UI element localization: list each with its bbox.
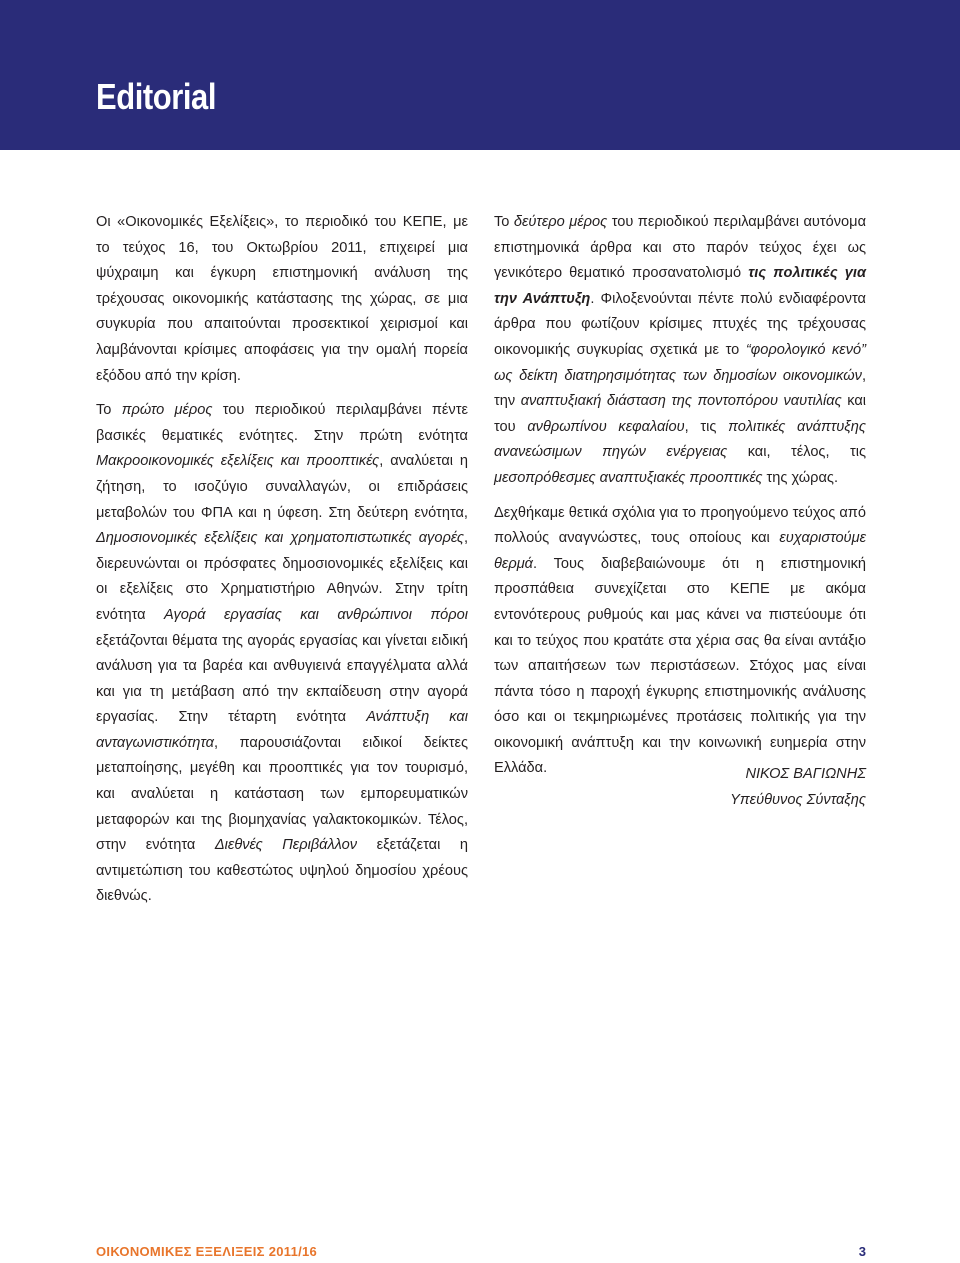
right-paragraph-2: Δεχθήκαμε θετικά σχόλια για το προηγούμενο τεύχος από πολλούς αναγνώστες, τους οποίους και ευχαριστούμε θερμά. Τους διαβεβαιώνουμε ότι η επιστημονική προσπάθεια συνεχίζεται στο ΚΕΠΕ με ακόμα εντονότερους ρυθμούς και μας κάνει να πιστεύουμε ότι και το τεύχος που κρατάτε στα χέρια σας θα είναι αντάξιο των απαιτήσεων των περιστάσεων. Στόχος μας είναι πάντα τόσο η παροχή έγκυρης επιστημονικής ανάλυσης όσο και οι τεκμηριωμένες προτάσεις πολιτικής για την οικονομική ανάπτυξη και την κοινωνική ευημερία στην Ελλάδα. xyxy=(494,504,866,777)
right-column xyxy=(494,210,866,791)
emphasis-run: ως δείκτη διατηρησιμότητας των δημοσίων οικονομικών xyxy=(494,367,862,384)
emphasis-run: Δημοσιονομικές εξελίξεις και χρηματοπιστωτικές αγορές xyxy=(96,530,464,547)
emphasis-run: πρώτο μέρος xyxy=(121,402,213,419)
right-paragraph-1: Το δεύτερο μέρος του περιοδικού περιλαμβάνει αυτόνομα επιστημονικά άρθρα και στο παρόν τεύχος έχει ως γενικότερο θεματικό προσανατολισμό τις πολιτικές για την Ανάπτυξη. Φιλοξενούνται πέντε πολύ ενδιαφέροντα άρθρα που φωτίζουν κρίσιμες πτυχές της τρέχουσας οικονομικής συγκυρίας σχετικά με το “φορολογικό κενό” ως δείκτη διατηρησιμότητας των δημοσίων οικονομικών, την αναπτυξιακή διάσταση της ποντοπόρου ναυτιλίας και του ανθρωπίνου κεφαλαίου, τις πολιτικές ανάπτυξης ανανεώσιμων πηγών ενέργειας και, τέλος, τις μεσοπρόθεσμες αναπτυξιακές προοπτικές της χώρας. xyxy=(494,214,867,486)
emphasis-run: ευχαριστούμε θερμά xyxy=(494,530,866,572)
emphasis-run: Διεθνές Περιβάλλον xyxy=(214,837,358,854)
emphasis-run: Αγορά εργασίας και ανθρώπινοι πόροι xyxy=(164,606,468,623)
emphasis-run: Ανάπτυξη και ανταγωνιστικότητα xyxy=(96,709,468,751)
emphasis-run: μεσοπρόθεσμες αναπτυξιακές προοπτικές xyxy=(494,469,763,486)
author-role: Υπεύθυνος Σύνταξης xyxy=(730,791,866,808)
left-paragraph-1: Οι «Οικονομικές Εξελίξεις», το περιοδικό του ΚΕΠΕ, με το τεύχος 16, του Οκτωβρίου 2011, επιχειρεί μια ψύχραιμη και έγκυρη επιστημονική ανάλυση της τρέχουσας οικονομικής κατάστασης της χώρας, σε μια συγκυρία που απαιτούνται προσεκτικοί χειρισμοί και λαμβάνονται κρίσιμες αποφάσεις για την ομαλή πορεία εξόδου από την κρίση. xyxy=(96,214,468,384)
emphasis-run: αναπτυξιακή διάσταση της ποντοπόρου ναυτιλίας xyxy=(520,393,842,410)
emphasis-run: Μακροοικονομικές εξελίξεις και προοπτικές xyxy=(96,453,380,470)
left-column xyxy=(96,210,468,919)
emphasis-run: δεύτερο μέρος xyxy=(513,214,608,230)
footer-publication: ΟΙΚΟΝΟΜΙΚΕΣ ΕΞΕΛΙΞΕΙΣ 2011/16 xyxy=(96,1244,318,1259)
header-band xyxy=(0,0,960,150)
page-title: Editorial xyxy=(96,76,216,117)
emphasis-run: πολιτικές ανάπτυξης ανανεώσιμων πηγών ενέργειας xyxy=(494,418,866,461)
emphasis-run: “φορολογικό κενό” xyxy=(745,341,866,358)
left-paragraph-2: Το πρώτο μέρος του περιοδικού περιλαμβάνει πέντε βασικές θεματικές ενότητες. Στην πρώτη ενότητα Μακροοικονομικές εξελίξεις και προοπτικές, αναλύεται η ζήτηση, το ισοζύγιο συναλλαγών, οι επιδράσεις μεταβολών του ΦΠΑ και η ύφεση. Στη δεύτερη ενότητα, Δημοσιονομικές εξελίξεις και χρηματοπιστωτικές αγορές, διερευνώνται οι πρόσφατες δημοσιονομικές εξελίξεις και οι εξελίξεις στο Χρηματιστήριο Αθηνών. Στην τρίτη ενότητα Αγορά εργασίας και ανθρώπινοι πόροι εξετάζονται θέματα της αγοράς εργασίας και γίνεται ειδική ανάλυση για τα βαρέα και ανθυγιεινά επαγγέλματα αλλά και για τη μετάβαση από την εκπαίδευση στην αγορά εργασίας. Στην τέταρτη ενότητα Ανάπτυξη και ανταγωνιστικότητα, παρουσιάζονται ειδικοί δείκτες μεταποίησης, μεγέθη και προοπτικές για τον τουρισμό, και αναλύεται η κατάσταση των εμπορευματικών μεταφορών και της βιομηχανίας γαλακτοκομικών. Τέλος, στην ενότητα Διεθνές Περιβάλλον εξετάζεται η αντιμετώπιση του καθεστώτος υψηλού δημοσίου χρέους διεθνώς. xyxy=(96,402,469,905)
author-name: ΝΙΚΟΣ ΒΑΓΙΩΝΗΣ xyxy=(745,766,866,782)
emphasis-run: τις πολιτικές για την Ανάπτυξη xyxy=(494,265,866,307)
footer-page-number: 3 xyxy=(858,1244,866,1259)
emphasis-run: ανθρωπίνου κεφαλαίου xyxy=(527,418,685,435)
signature-block xyxy=(494,762,866,813)
